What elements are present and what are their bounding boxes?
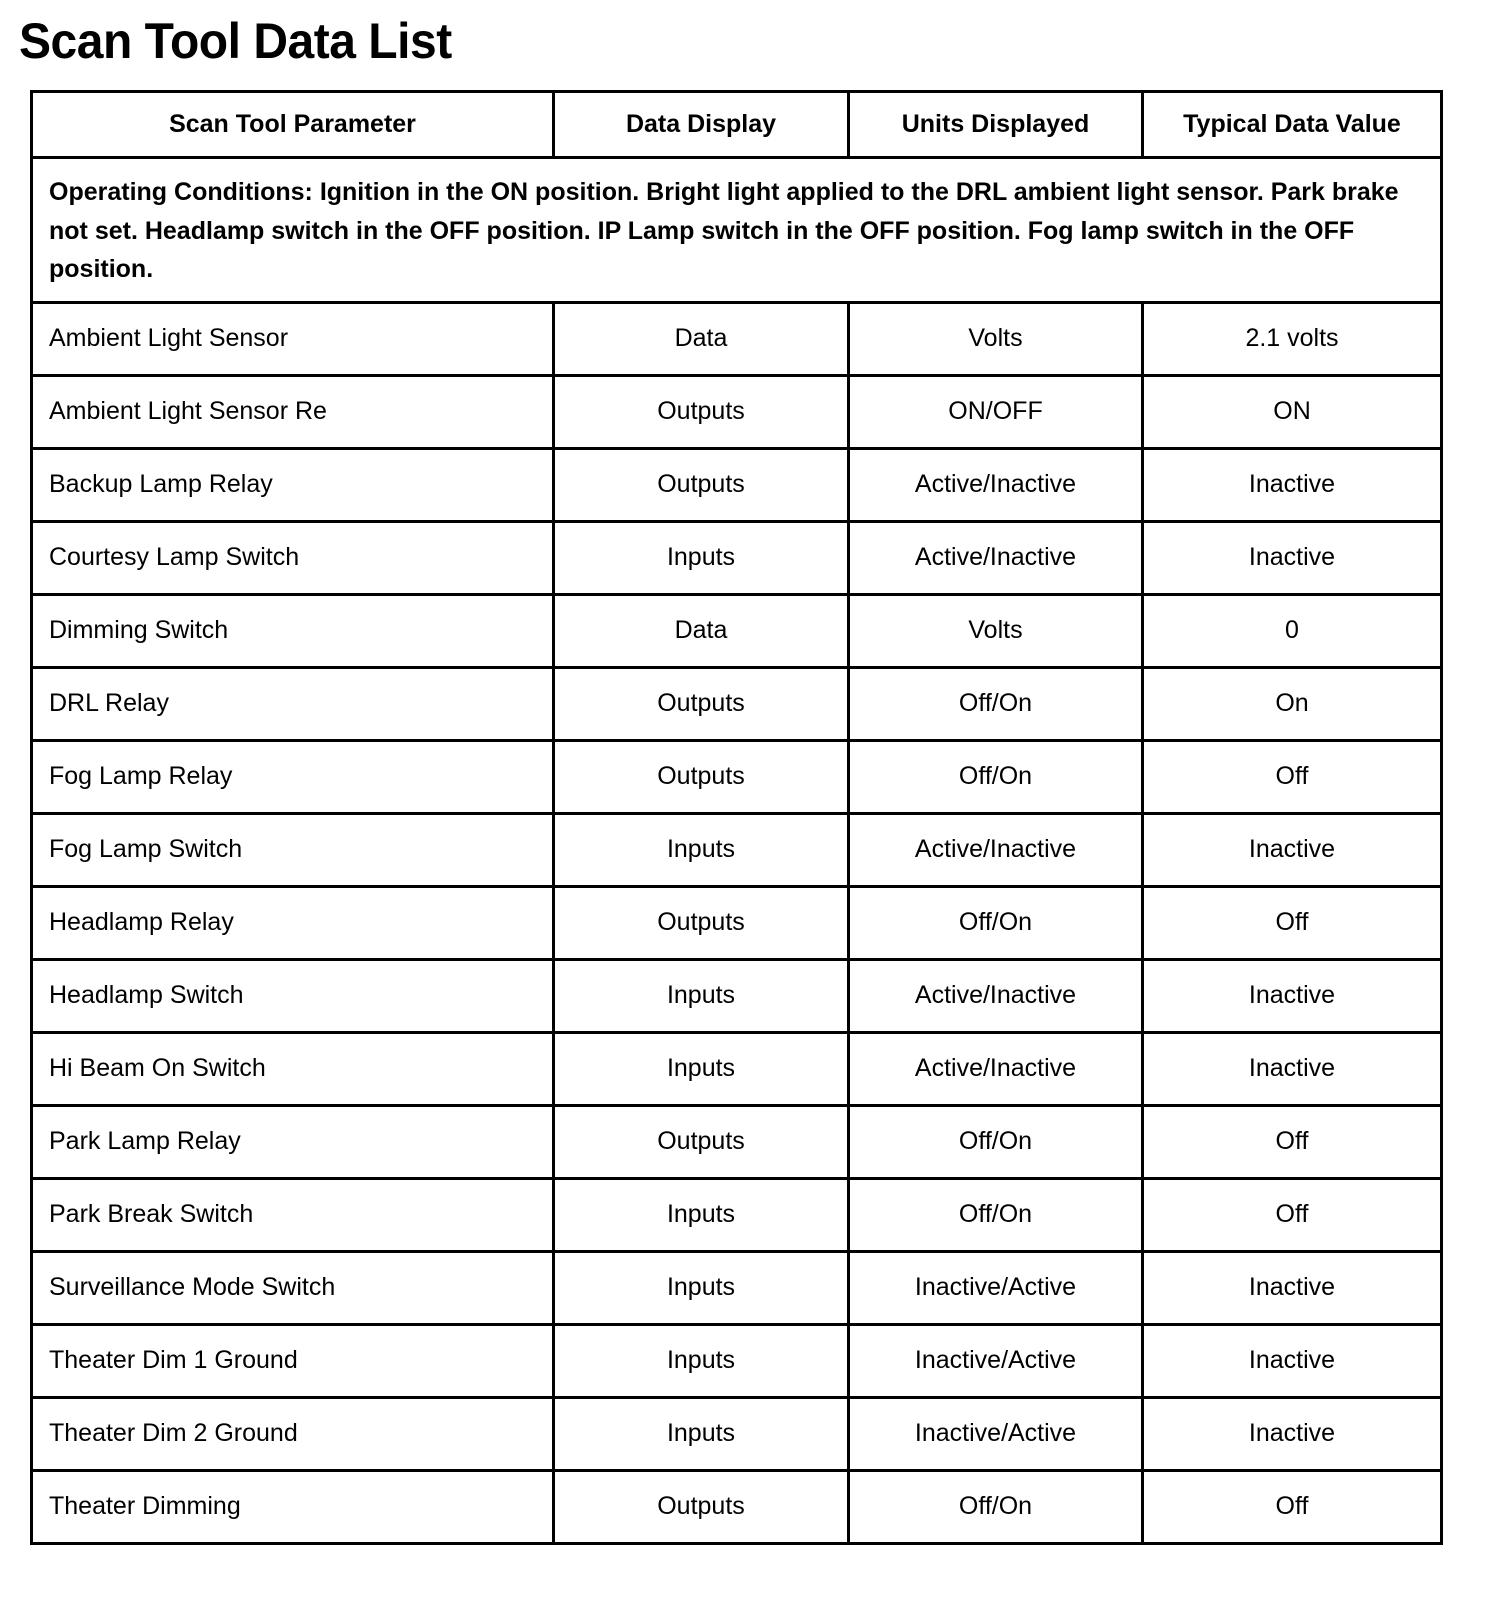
cell-data-display: Inputs <box>554 1324 849 1397</box>
header-units-displayed: Units Displayed <box>849 92 1143 158</box>
cell-parameter: Headlamp Relay <box>32 886 554 959</box>
cell-parameter: Theater Dim 2 Ground <box>32 1397 554 1470</box>
cell-parameter: Courtesy Lamp Switch <box>32 521 554 594</box>
cell-parameter: Theater Dimming <box>32 1470 554 1543</box>
operating-conditions: Operating Conditions: Ignition in the ON position. Bright light applied to the DRL ambient light sensor. Park brake not set. Headlamp switch in the OFF position. IP Lamp switch in the OFF position. Fog lamp switch in the OFF position. <box>32 158 1442 303</box>
cell-units-displayed: Active/Inactive <box>849 959 1143 1032</box>
table-row <box>32 1470 1442 1543</box>
cell-units-displayed: ON/OFF <box>849 375 1143 448</box>
cell-data-display: Inputs <box>554 1397 849 1470</box>
cell-typical-value: Off <box>1143 1105 1442 1178</box>
header-scan-tool-parameter: Scan Tool Parameter <box>32 92 554 158</box>
cell-units-displayed: Active/Inactive <box>849 1032 1143 1105</box>
table-row <box>32 1397 1442 1470</box>
table-row <box>32 886 1442 959</box>
table-row <box>32 667 1442 740</box>
cell-typical-value: ON <box>1143 375 1442 448</box>
cell-typical-value: Inactive <box>1143 959 1442 1032</box>
table-row <box>32 448 1442 521</box>
cell-units-displayed: Off/On <box>849 1105 1143 1178</box>
cell-parameter: Ambient Light Sensor <box>32 302 554 375</box>
cell-units-displayed: Off/On <box>849 740 1143 813</box>
cell-units-displayed: Inactive/Active <box>849 1397 1143 1470</box>
header-data-display: Data Display <box>554 92 849 158</box>
cell-typical-value: Inactive <box>1143 1324 1442 1397</box>
cell-data-display: Outputs <box>554 886 849 959</box>
cell-typical-value: Off <box>1143 886 1442 959</box>
cell-units-displayed: Inactive/Active <box>849 1324 1143 1397</box>
cell-parameter: Fog Lamp Relay <box>32 740 554 813</box>
cell-typical-value: Inactive <box>1143 448 1442 521</box>
cell-typical-value: Off <box>1143 1470 1442 1543</box>
cell-units-displayed: Active/Inactive <box>849 813 1143 886</box>
table-body <box>32 158 1442 1544</box>
table-row <box>32 959 1442 1032</box>
cell-data-display: Inputs <box>554 1032 849 1105</box>
cell-typical-value: Inactive <box>1143 1251 1442 1324</box>
cell-typical-value: Off <box>1143 1178 1442 1251</box>
cell-units-displayed: Active/Inactive <box>849 448 1143 521</box>
cell-data-display: Outputs <box>554 1105 849 1178</box>
cell-parameter: Fog Lamp Switch <box>32 813 554 886</box>
cell-typical-value: 0 <box>1143 594 1442 667</box>
cell-data-display: Inputs <box>554 1251 849 1324</box>
table-row <box>32 813 1442 886</box>
cell-typical-value: Inactive <box>1143 813 1442 886</box>
cell-units-displayed: Off/On <box>849 886 1143 959</box>
cell-typical-value: Inactive <box>1143 1397 1442 1470</box>
cell-data-display: Inputs <box>554 1178 849 1251</box>
cell-parameter: Park Lamp Relay <box>32 1105 554 1178</box>
cell-typical-value: Off <box>1143 740 1442 813</box>
cell-data-display: Inputs <box>554 959 849 1032</box>
table-row <box>32 740 1442 813</box>
cell-data-display: Outputs <box>554 667 849 740</box>
cell-parameter: Park Break Switch <box>32 1178 554 1251</box>
cell-parameter: Headlamp Switch <box>32 959 554 1032</box>
page-title: Scan Tool Data List <box>19 13 452 69</box>
cell-units-displayed: Inactive/Active <box>849 1251 1143 1324</box>
table-row <box>32 521 1442 594</box>
table-row <box>32 1032 1442 1105</box>
cell-data-display: Data <box>554 594 849 667</box>
cell-units-displayed: Off/On <box>849 1470 1143 1543</box>
table-row <box>32 1324 1442 1397</box>
scan-tool-data-table <box>30 90 1443 1545</box>
header-typical-data-value: Typical Data Value <box>1143 92 1442 158</box>
table-row <box>32 302 1442 375</box>
cell-data-display: Inputs <box>554 521 849 594</box>
table-row <box>32 1178 1442 1251</box>
cell-parameter: Backup Lamp Relay <box>32 448 554 521</box>
cell-parameter: Dimming Switch <box>32 594 554 667</box>
cell-data-display: Outputs <box>554 448 849 521</box>
cell-parameter: Hi Beam On Switch <box>32 1032 554 1105</box>
cell-typical-value: 2.1 volts <box>1143 302 1442 375</box>
cell-units-displayed: Volts <box>849 594 1143 667</box>
cell-data-display: Outputs <box>554 740 849 813</box>
cell-data-display: Data <box>554 302 849 375</box>
cell-parameter: Theater Dim 1 Ground <box>32 1324 554 1397</box>
cell-typical-value: Inactive <box>1143 1032 1442 1105</box>
table-header-row <box>32 92 1442 158</box>
cell-typical-value: On <box>1143 667 1442 740</box>
cell-parameter: DRL Relay <box>32 667 554 740</box>
cell-units-displayed: Volts <box>849 302 1143 375</box>
cell-data-display: Outputs <box>554 375 849 448</box>
table-row <box>32 1251 1442 1324</box>
table-row <box>32 594 1442 667</box>
cell-units-displayed: Active/Inactive <box>849 521 1143 594</box>
operating-conditions-row <box>32 158 1442 303</box>
cell-parameter: Surveillance Mode Switch <box>32 1251 554 1324</box>
table-row <box>32 375 1442 448</box>
cell-units-displayed: Off/On <box>849 1178 1143 1251</box>
cell-parameter: Ambient Light Sensor Re <box>32 375 554 448</box>
cell-units-displayed: Off/On <box>849 667 1143 740</box>
cell-data-display: Inputs <box>554 813 849 886</box>
cell-typical-value: Inactive <box>1143 521 1442 594</box>
table-row <box>32 1105 1442 1178</box>
cell-data-display: Outputs <box>554 1470 849 1543</box>
